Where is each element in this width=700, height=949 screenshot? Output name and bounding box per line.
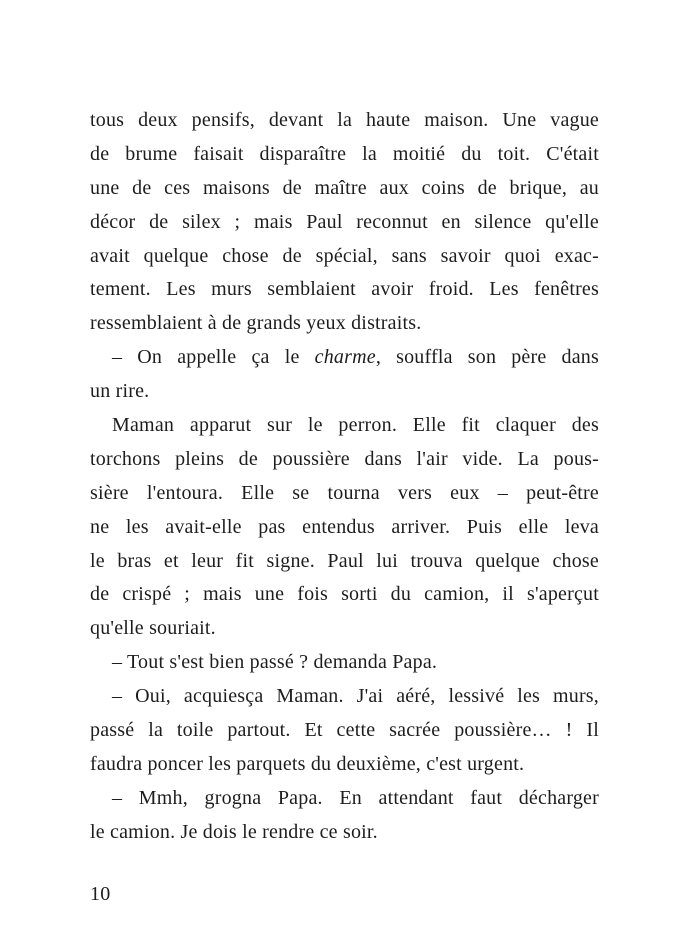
text-line: avait quelque chose de spécial, sans savoir quoi exac- xyxy=(90,244,599,267)
text-line: le bras et leur fit signe. Paul lui trouva quelque chose xyxy=(90,549,599,572)
text-line: sière l'entoura. Elle se tourna vers eux – peut-être xyxy=(90,481,599,504)
page-text xyxy=(90,104,599,850)
text-line-dialogue: – Tout s'est bien passé ? demanda Papa. xyxy=(112,651,438,674)
text-line: décor de silex ; mais Paul reconnut en silence qu'elle xyxy=(90,210,599,233)
dialogue-text: – On appelle ça le xyxy=(112,346,315,369)
text-line: torchons pleins de poussière dans l'air vide. La pous- xyxy=(90,447,599,470)
text-line: ne les avait-elle pas entendus arriver. Puis elle leva xyxy=(90,515,599,538)
text-line: de crispé ; mais une fois sorti du camion, il s'aperçut xyxy=(90,583,599,606)
text-line: un rire. xyxy=(90,380,150,403)
text-line: qu'elle souriait. xyxy=(90,617,216,640)
text-line: faudra poncer les parquets du deuxième, c'est urgent. xyxy=(90,752,525,775)
text-line: tement. Les murs semblaient avoir froid. Les fenêtres xyxy=(90,278,599,301)
text-line: passé la toile partout. Et cette sacrée poussière… ! Il xyxy=(90,719,599,742)
dialogue-text: , souffla son père dans xyxy=(375,346,599,369)
text-line: une de ces maisons de maître aux coins de brique, au xyxy=(90,176,599,199)
text-line: le camion. Je dois le rendre ce soir. xyxy=(90,820,378,843)
page-number: 10 xyxy=(90,883,111,905)
italic-word: charme xyxy=(314,346,376,369)
text-line-dialogue xyxy=(90,341,599,375)
text-line-dialogue: – Oui, acquiesça Maman. J'ai aéré, lessivé les murs, xyxy=(112,685,599,708)
text-line-dialogue: – Mmh, grogna Papa. En attendant faut décharger xyxy=(112,786,599,809)
text-line: Maman apparut sur le perron. Elle fit claquer des xyxy=(112,414,599,437)
text-line: de brume faisait disparaître la moitié du toit. C'était xyxy=(90,142,599,165)
text-line: ressemblaient à de grands yeux distraits. xyxy=(90,312,422,335)
text-line: tous deux pensifs, devant la haute maison. Une vague xyxy=(90,109,599,131)
